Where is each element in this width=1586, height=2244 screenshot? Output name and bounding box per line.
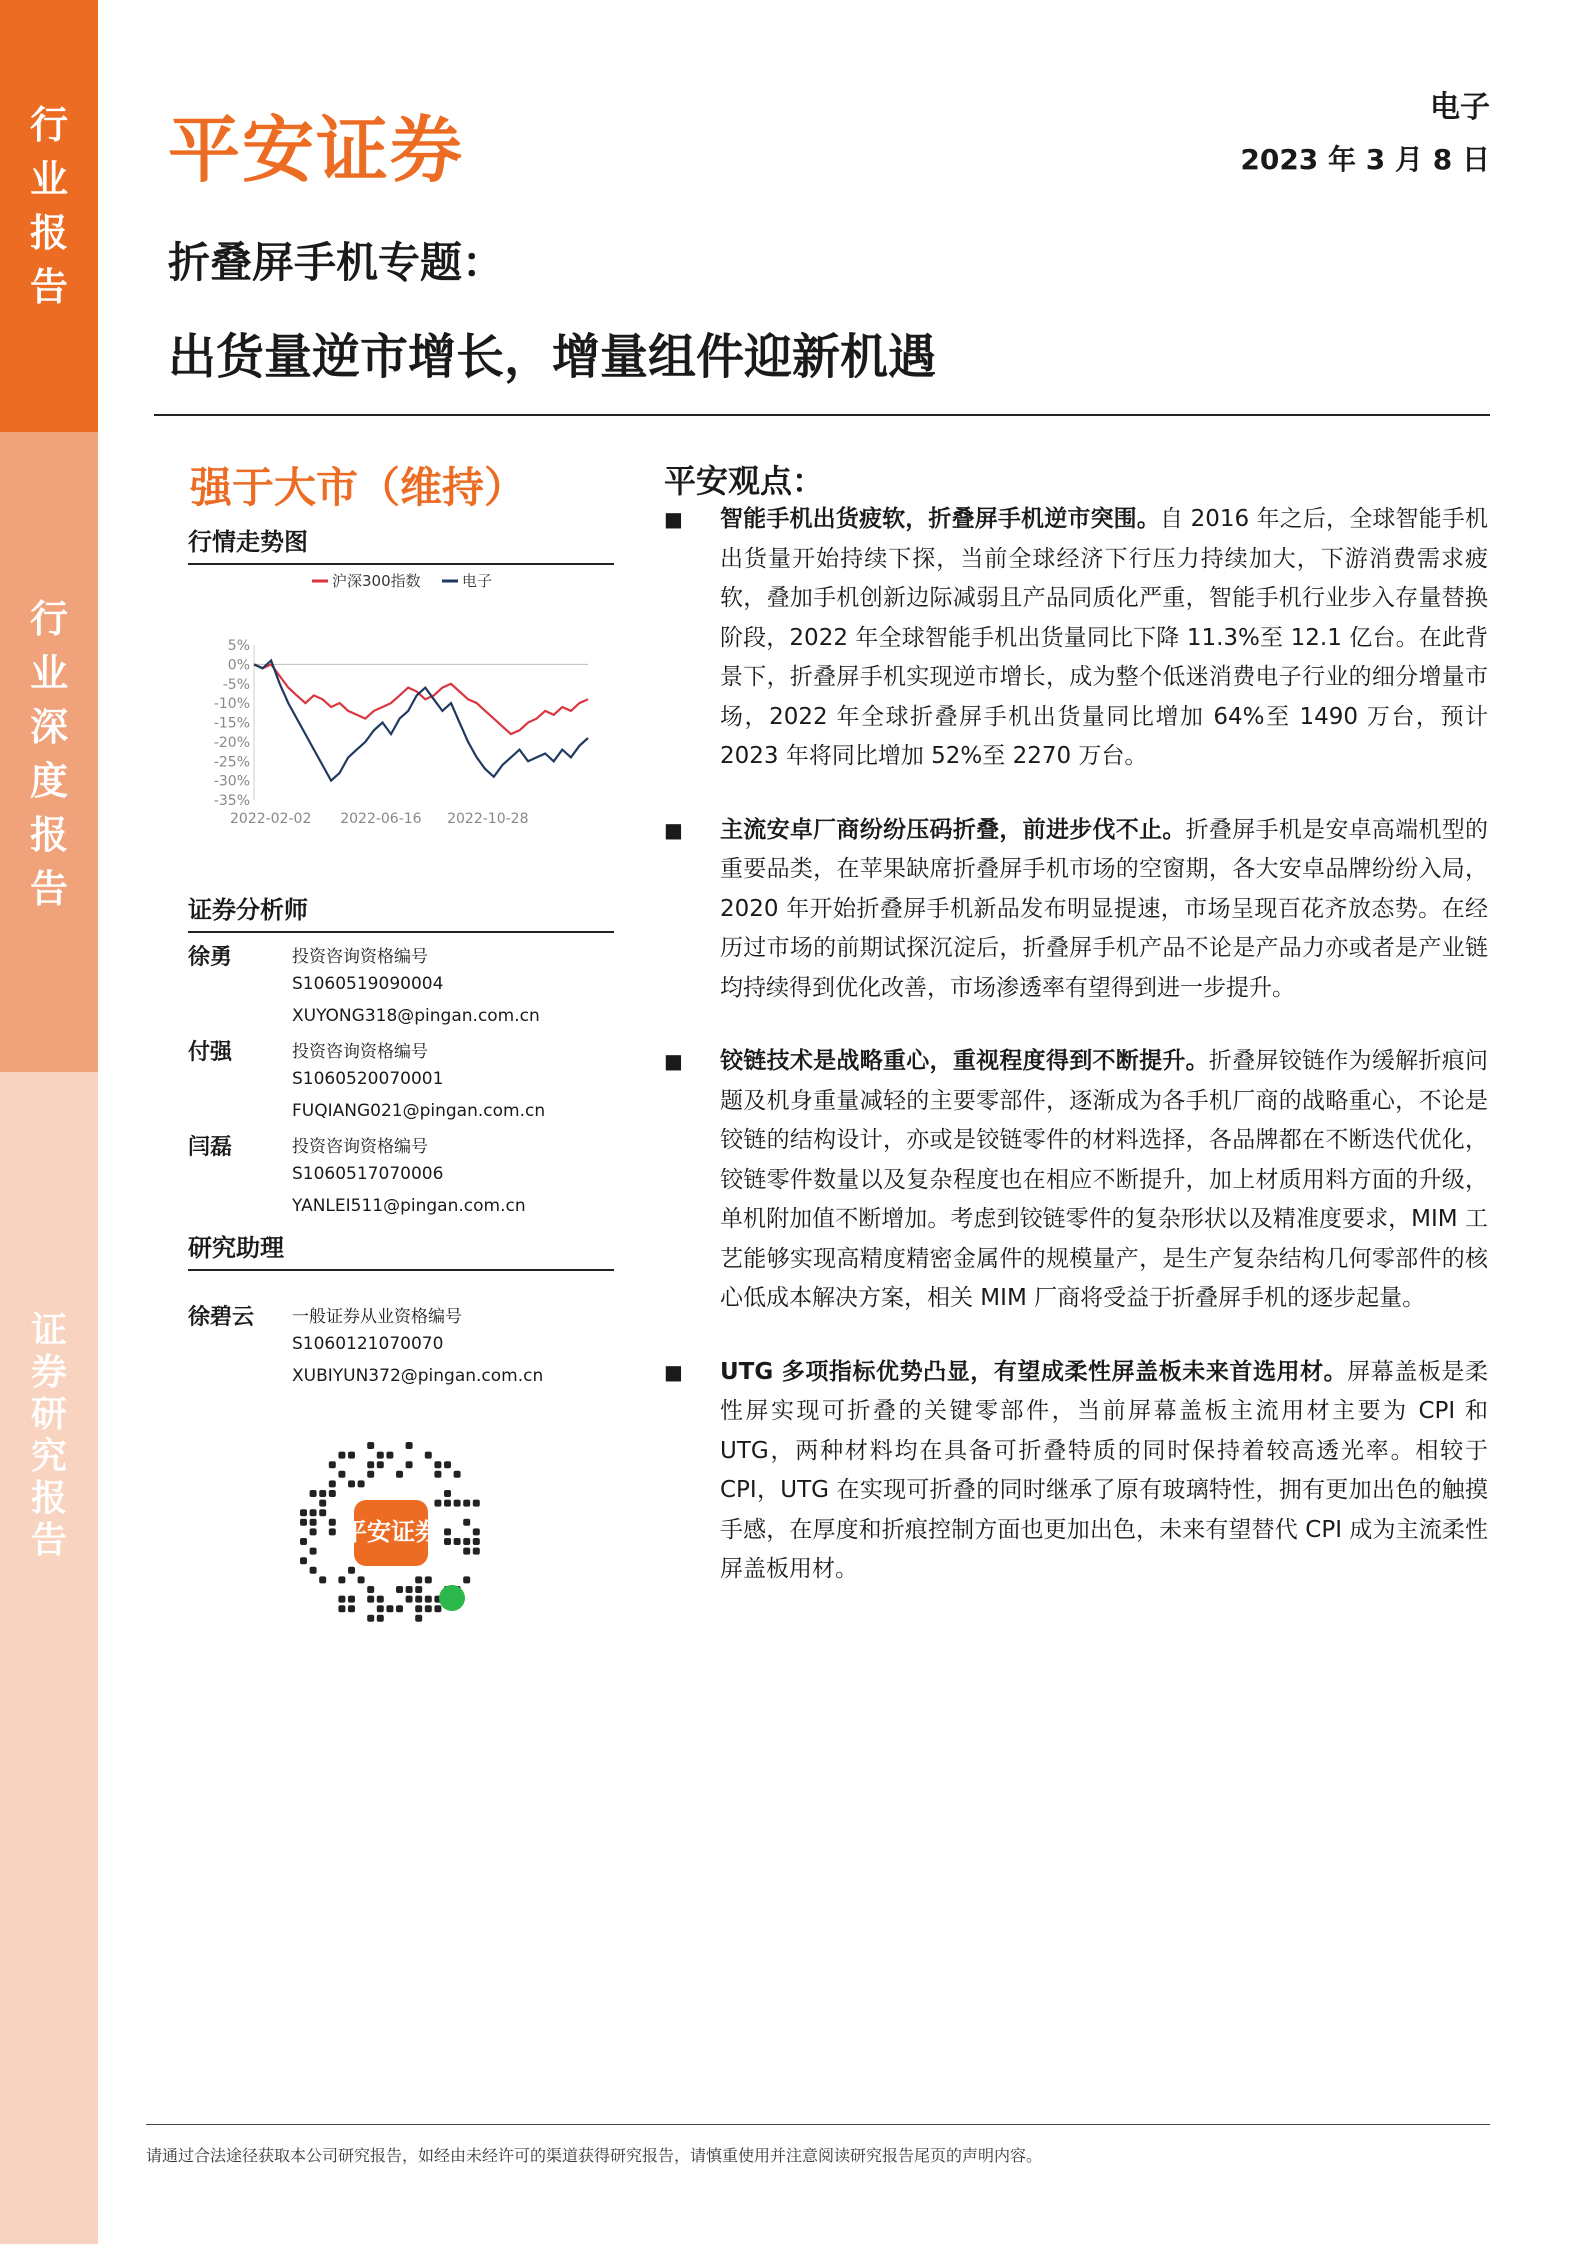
qr-module [377,1605,384,1612]
qr-module [319,1500,326,1507]
sidebar-label: 行 业 深 度 报 告 [29,597,68,911]
sidebar-label: 证 券 研 究 报 告 [30,1310,67,1561]
qr-module [348,1452,355,1459]
analyst-id: S1060520070001 [292,1069,444,1089]
y-tick-label: 0% [227,657,250,674]
qr-logo-text: 平安证券 [343,1518,439,1546]
y-tick-label: -25% [213,754,250,771]
qr-module [473,1528,480,1535]
analyst-qualification: 投资咨询资格编号 [292,1137,428,1157]
qr-module [310,1509,317,1516]
market-trend-chart [200,560,610,840]
qr-module [367,1596,374,1603]
sidebar-block-depth-report [0,432,98,1072]
qr-module [377,1452,384,1459]
series-line [254,661,588,781]
qr-module [319,1509,326,1516]
qr-module [310,1567,317,1574]
qr-module [329,1480,336,1487]
qr-module [425,1596,432,1603]
qr-module [415,1576,422,1583]
qr-module [310,1519,317,1526]
qr-module [415,1615,422,1622]
qr-module [319,1490,326,1497]
y-tick-label: -10% [213,696,250,713]
qr-module [406,1586,413,1593]
key-point [664,1042,1488,1319]
series-line [254,664,588,734]
y-tick-label: -5% [222,676,250,693]
key-point-heading: 智能手机出货疲软，折叠屏手机逆市突围。 [720,506,1160,532]
chart-section-title: 行情走势图 [188,522,614,565]
qr-module [300,1509,307,1516]
analyst-id: S1060517070006 [292,1164,444,1184]
qr-module [425,1452,432,1459]
qr-module [463,1519,470,1526]
analyst-email[interactable]: XUYONG318@pingan.com.cn [292,1006,540,1026]
qr-module [338,1605,345,1612]
qr-module [444,1461,451,1468]
qr-module [329,1490,336,1497]
key-point [664,500,1488,777]
key-point-heading: 铰链技术是战略重心，重视程度得到不断提升。 [720,1048,1209,1074]
chart-legend [312,572,492,590]
qr-module [463,1548,470,1555]
bullet-square-icon: ■ [664,1359,683,1384]
qr-module [396,1586,403,1593]
qr-module [338,1452,345,1459]
analyst-qualification: 投资咨询资格编号 [292,1042,428,1062]
qr-module [310,1548,317,1555]
analyst-card [188,1035,614,1131]
y-tick-label: -20% [213,734,250,751]
bullet-square-icon: ■ [664,1049,683,1073]
x-tick-label: 2022-02-02 [230,811,312,827]
report-date: 2023 年 3 月 8 日 [1240,143,1490,176]
qr-module [425,1576,432,1583]
sidebar-block-industry-report [0,0,98,432]
qr-module [444,1500,451,1507]
bullet-square-icon: ■ [664,507,683,531]
chart-x-axis [230,811,528,827]
x-tick-label: 2022-06-16 [340,811,422,827]
y-tick-label: -35% [213,793,250,809]
key-point-body: 折叠屏手机是安卓高端机型的重要品类，在苹果缺席折叠屏手机市场的空窗期，各大安卓品牌纷纷入局，2020 年开始折叠屏手机新品发布明显提速，市场呈现百花齐放态势。在经历过市场的前期试探沉淀后，折叠屏手机产品不论是产品力亦或者是产业链均持续得到优化改善，市场渗透率有望得到进一步提升。 [720,816,1488,1001]
key-point-body: 折叠屏铰链作为缓解折痕问题及机身重量减轻的主要零部件，逐渐成为各手机厂商的战略重心，不论是铰链的结构设计，亦或是铰链零件的材料选择，各品牌都在不断迭代优化，铰链零件数量以及复杂程度也在相应不断提升，加上材质用料方面的升级，单机附加值不断增加。考虑到铰链零件的复杂形状以及精准度要求，MIM 工艺能够实现高精度精密金属件的规模量产，是生产复杂结构几何零部件的核心低成本解决方案，相关 MIM 厂商将受益于折叠屏手机的逐步起量。 [720,1048,1488,1311]
analyst-name: 徐勇 [188,945,233,970]
assistant-title: 研究助理 [188,1228,614,1271]
qr-module [300,1557,307,1564]
sidebar [0,0,98,2244]
qr-module [367,1461,374,1468]
qr-module [319,1576,326,1583]
header-divider [154,414,1490,416]
legend-label: 电子 [462,572,493,590]
key-point [664,811,1488,1009]
qr-module [329,1519,336,1526]
sidebar-label: 行 业 报 告 [29,103,68,309]
qr-module [396,1471,403,1478]
key-point-heading: 主流安卓厂商纷纷压码折叠，前进步伐不止。 [720,816,1186,843]
qr-module [444,1538,451,1545]
qr-module [377,1461,384,1468]
analyst-card [188,1130,614,1226]
report-title: 出货量逆市增长，增量组件迎新机遇 [168,329,937,385]
qr-module [367,1615,374,1622]
y-tick-label: -30% [213,773,250,790]
qr-module [300,1538,307,1545]
qr-module [367,1442,374,1449]
analyst-email[interactable]: FUQIANG021@pingan.com.cn [292,1101,546,1121]
qr-module [473,1500,480,1507]
qr-module [386,1605,393,1612]
qr-module [463,1576,470,1583]
bullet-square-icon: ■ [664,817,683,842]
key-point-heading: UTG 多项指标优势凸显，有望成柔性屏盖板未来首选用材。 [720,1358,1348,1385]
qr-module [463,1538,470,1545]
qr-module [377,1615,384,1622]
x-tick-label: 2022-10-28 [447,811,529,827]
qr-module [473,1548,480,1555]
qr-module [386,1452,393,1459]
qr-module [444,1528,451,1535]
qr-module [454,1538,461,1545]
qr-module [415,1586,422,1593]
key-point-body: 自 2016 年之后，全球智能手机出货量开始持续下探，当前全球经济下行压力持续加大，下游消费需求疲软，叠加手机创新边际减弱且产品同质化严重，智能手机行业步入存量替换阶段，2022 年全球智能手机出货量同比下降 11.3%至 12.1 亿台。在此背景下，折叠屏手机实现逆市增长，成为整个低迷消费电子行业的细分增量市场，2022 年全球折叠屏手机出货量同比增加 64%至 1490 万台，预计 2023 年将同比增加 52%至 2270 万台。 [720,506,1488,769]
qr-module [434,1605,441,1612]
qr-code[interactable] [296,1438,486,1628]
analyst-card [188,940,614,1036]
footer-divider [146,2124,1490,2125]
rating: 强于大市（维持） [190,463,527,512]
qr-module [454,1471,461,1478]
qr-module [434,1500,441,1507]
qr-module [473,1538,480,1545]
qr-module [348,1567,355,1574]
qr-module [338,1471,345,1478]
qr-module [348,1596,355,1603]
qr-module [377,1596,384,1603]
assistant-card [188,1300,614,1396]
sidebar-block-research-report [0,1072,98,2244]
qr-module [348,1605,355,1612]
assistant-qualification: 一般证券从业资格编号 [292,1307,462,1327]
qr-module [348,1480,355,1487]
qr-module [454,1500,461,1507]
y-tick-label: 5% [227,638,250,654]
qr-module [310,1490,317,1497]
qr-module [300,1519,307,1526]
y-tick-label: -15% [213,715,250,732]
analyst-email[interactable]: YANLEI511@pingan.com.cn [292,1196,526,1216]
analyst-name: 付强 [188,1040,233,1065]
analyst-id: S1060519090004 [292,974,444,994]
chart-y-axis [214,638,588,809]
qr-module [463,1500,470,1507]
qr-module [367,1586,374,1593]
disclaimer: 请通过合法途径获取本公司研究报告，如经由未经许可的渠道获得研究报告，请慎重使用并注意阅读研究报告尾页的声明内容。 [146,2146,1043,2165]
legend-label: 沪深300指数 [332,572,421,590]
brand-logo: 平安证券 [168,108,465,192]
qr-module [329,1528,336,1535]
assistant-email[interactable]: XUBIYUN372@pingan.com.cn [292,1366,544,1386]
key-points [664,500,1488,1624]
assistant-id: S1060121070070 [292,1334,444,1354]
assistant-name: 徐碧云 [188,1305,255,1330]
view-title: 平安观点： [664,462,825,500]
qr-module [358,1576,365,1583]
qr-module [338,1576,345,1583]
qr-module [415,1596,422,1603]
industry-label: 电子 [1430,90,1490,125]
qr-module [358,1480,365,1487]
qr-module [415,1605,422,1612]
qr-module [338,1596,345,1603]
qr-module [434,1471,441,1478]
key-point [664,1353,1488,1590]
qr-module [406,1596,413,1603]
qr-module [444,1490,451,1497]
analyst-qualification: 投资咨询资格编号 [292,947,428,967]
qr-module [406,1442,413,1449]
report-subtitle: 折叠屏手机专题： [168,238,505,287]
mini-program-icon [439,1585,465,1611]
qr-module [434,1461,441,1468]
analysts-title: 证券分析师 [188,890,614,933]
qr-module [425,1605,432,1612]
chart-lines [254,661,588,781]
analyst-name: 闫磊 [188,1135,233,1160]
qr-module [396,1605,403,1612]
qr-module [406,1461,413,1468]
qr-module [310,1528,317,1535]
qr-module [329,1461,336,1468]
key-point-body: 屏幕盖板是柔性屏实现可折叠的关键零部件，当前屏幕盖板主流用材主要为 CPI 和 UTG，两种材料均在具备可折叠特质的同时保持着较高透光率。相较于CPI，UTG 在实现可折叠的同时继承了原有玻璃特性，拥有更加出色的触摸手感，在厚度和折痕控制方面也更加出色，未来有望替代 CPI 成为主流柔性屏盖板用材。 [720,1358,1488,1582]
qr-module [367,1471,374,1478]
